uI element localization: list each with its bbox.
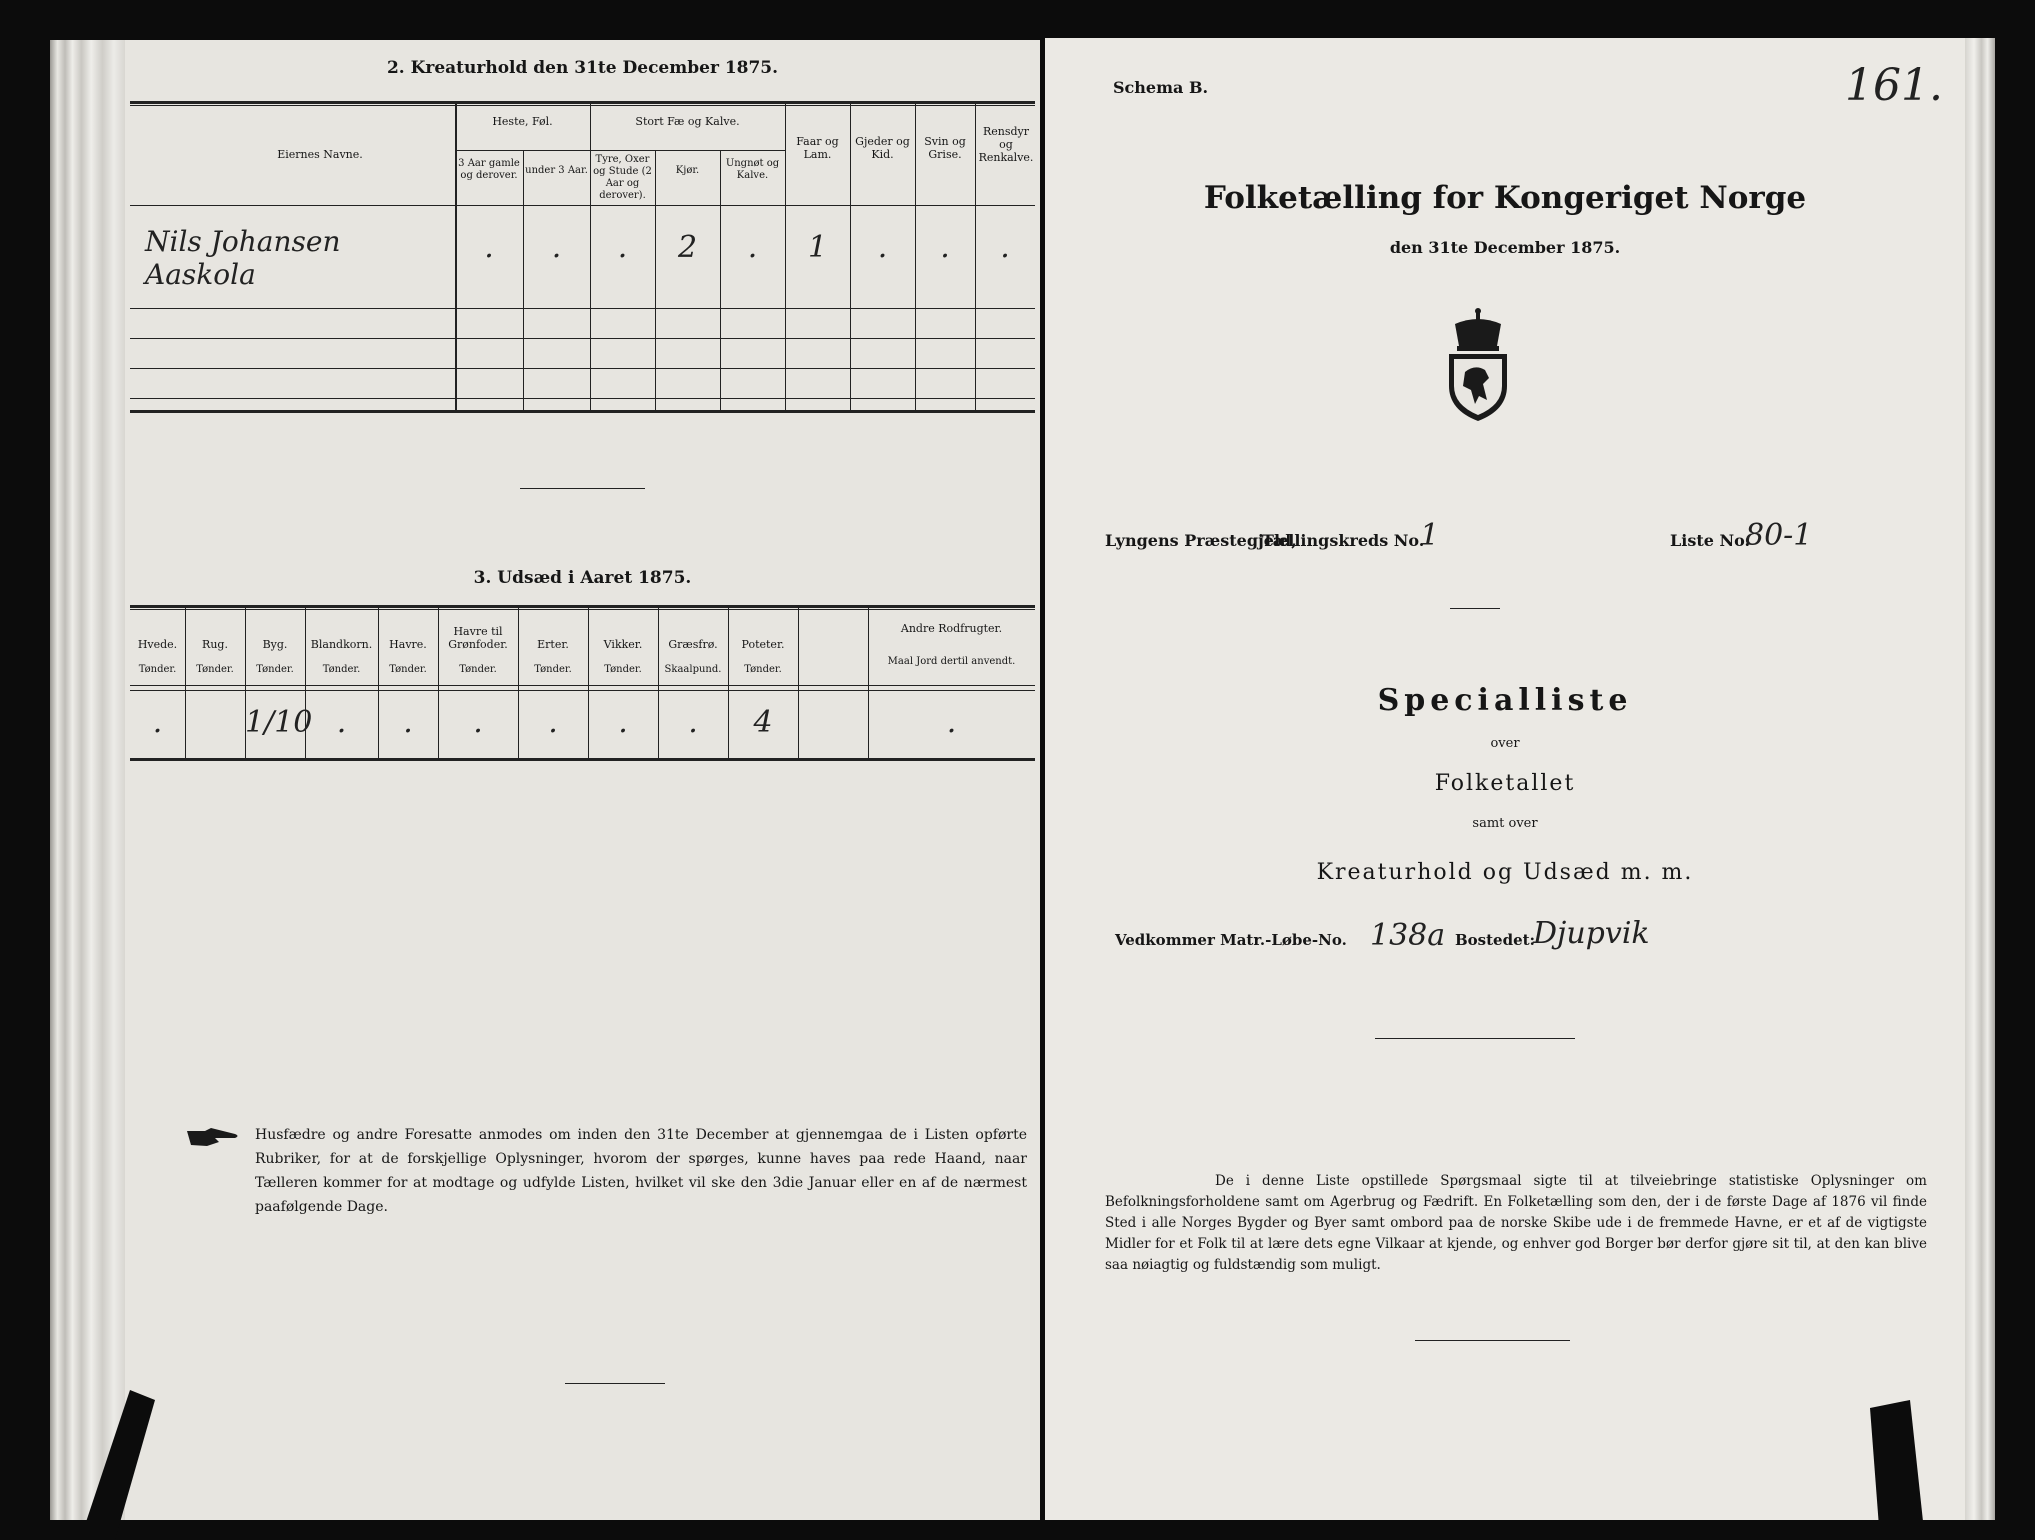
col-rye: Rug. (202, 638, 228, 651)
val-oats: . (403, 705, 413, 740)
folketallet-text: Folketallet (1434, 771, 1576, 796)
val-pigs: . (940, 230, 950, 265)
col-potatoes-unit: Tønder. (744, 664, 782, 675)
bosted-value: Djupvik (1533, 916, 1650, 951)
col-oats-green-unit: Tønder. (459, 664, 497, 675)
col-vetch-unit: Tønder. (604, 664, 642, 675)
owner-name-entry: Nils Johansen Aaskola (145, 225, 341, 291)
col-potatoes: Poteter. (741, 638, 785, 651)
val-vetch: . (618, 705, 628, 740)
col-pigs: Svin og Grise. (924, 135, 966, 161)
col-reindeer: Rensdyr og Renkalve. (978, 125, 1034, 164)
val-grass-seed: . (688, 705, 698, 740)
col-young-cattle: Ungnøt og Kalve. (725, 158, 780, 181)
col-barley: Byg. (262, 638, 288, 651)
liste-label: Liste No. (1670, 531, 1751, 550)
kreaturhold-text: Kreaturhold og Udsæd m. m. (1316, 860, 1694, 885)
matr-value: 138a (1370, 918, 1446, 953)
col-bulls-oxen: Tyre, Oxer og Stude (2 Aar og derover). (593, 154, 652, 201)
col-other-roots: Andre Rodfrugter. (900, 622, 1003, 635)
divider (1450, 608, 1500, 609)
specialliste-title: Specialliste (1377, 683, 1633, 718)
col-cows: Kjør. (675, 165, 700, 176)
binding-shadow (60, 1390, 190, 1540)
col-sheep: Faar og Lam. (796, 135, 839, 161)
val-wheat: . (152, 705, 163, 740)
col-mixed-grain-unit: Tønder. (322, 664, 361, 675)
matr-label: Vedkommer Matr.-Løbe-No. (1115, 931, 1347, 949)
col-horses-under3: under 3 Aar. (525, 165, 588, 176)
page-number: 161. (1845, 60, 1943, 111)
owner-name-header: Eiernes Navne. (277, 148, 363, 161)
val-potatoes: 4 (753, 705, 773, 740)
over-text-1: over (1490, 736, 1520, 751)
val-goats: . (877, 230, 888, 265)
notice-text: Husfædre og andre Foresatte anmodes om inden den 31te December at gjennemgaa de i Listen opførte Rubriker, for at de forskjellige Oplysninger, hvorom der spørges, kunne haves paa rede Haand, naar Tælleren kommer for at modtage og udfylde Listen, hvilket vil ske den 3die Januar eller en af de nærmest paafølgende Dage. (255, 1127, 1027, 1215)
col-other-roots-unit: Maal Jord dertil anvendt. (887, 656, 1016, 667)
val-sheep: 1 (807, 230, 828, 265)
cattle-group-header: Stort Fæ og Kalve. (635, 115, 740, 128)
divider (520, 488, 645, 489)
val-barley: 1/10 (245, 705, 313, 740)
val-reindeer: . (1000, 230, 1010, 265)
right-page-edges (1965, 38, 1995, 1520)
bosted-label: Bostedet: (1455, 931, 1536, 949)
col-goats: Gjeder og Kid. (855, 135, 910, 161)
horses-group-header: Heste, Føl. (492, 115, 553, 128)
binding-shadow (1850, 1400, 1970, 1540)
coat-of-arms-icon (1445, 306, 1511, 424)
section3-title: 3. Udsæd i Aaret 1875. (473, 568, 692, 588)
schema-label: Schema B. (1113, 78, 1209, 97)
col-mixed-grain: Blandkorn. (310, 638, 373, 651)
census-date: den 31te December 1875. (1389, 238, 1621, 257)
right-page (1045, 38, 1965, 1520)
col-oats-unit: Tønder. (389, 664, 427, 675)
col-grass-seed-unit: Skaalpund. (664, 664, 722, 675)
col-oats: Havre. (389, 638, 427, 651)
pointing-hand-icon (185, 1125, 241, 1149)
col-vetch: Vikker. (603, 638, 643, 651)
col-horses-3yr: 3 Aar gamle og derover. (458, 158, 520, 181)
col-peas: Erter. (537, 638, 569, 651)
col-rye-unit: Tønder. (196, 664, 234, 675)
left-page-edges (50, 40, 125, 1520)
col-peas-unit: Tønder. (534, 664, 572, 675)
val-young-cattle: . (747, 230, 758, 265)
col-oats-green: Havre til Grønfoder. (448, 625, 508, 651)
val-oats-green: . (473, 705, 483, 740)
val-other-roots: . (946, 705, 957, 740)
footer-text: De i denne Liste opstillede Spørgsmaal sigte til at tilveiebringe statistiske Oplysninger om Befolkningsforholdene samt om Agerbrug og Fædrift. En Folketælling som den, der i de første Dage af 1876 vil finde Sted i alle Norges Bygder og Byer samt ombord paa de norske Skibe ude i de fremmede Havne, er et af de vigtigste Midler for et Folk til at lære dets egne Vilkaar at kjende, og enhver god Borger bør derfor gjøre sit til, at den kan blive saa nøiagtig og fuldstændig som muligt. (1105, 1173, 1927, 1273)
val-horses-under3: . (551, 230, 562, 265)
col-grass-seed: Græsfrø. (668, 638, 718, 651)
val-horses-3yr: . (484, 230, 494, 265)
main-title: Folketælling for Kongeriget Norge (1203, 180, 1807, 216)
col-barley-unit: Tønder. (256, 664, 294, 675)
col-wheat-unit: Tønder. (138, 664, 177, 675)
val-bulls: . (617, 230, 628, 265)
bottom-divider (565, 1383, 665, 1384)
divider (1375, 1038, 1575, 1039)
left-page (125, 40, 1040, 1520)
col-wheat: Hvede. (137, 638, 178, 651)
liste-value: 80-1 (1745, 518, 1813, 553)
val-mixed-grain: . (336, 705, 347, 740)
bottom-divider (1415, 1340, 1570, 1341)
section2-title: 2. Kreaturhold den 31te December 1875. (386, 58, 779, 78)
kreds-label: Tællingskreds No. (1262, 531, 1425, 550)
prestegjeld-label: Lyngens Præstegjeld, (1105, 531, 1297, 550)
samt-over-text: samt over (1472, 816, 1538, 831)
kreds-value: 1 (1420, 518, 1440, 553)
val-peas: . (548, 705, 558, 740)
val-cows: 2 (677, 230, 698, 265)
